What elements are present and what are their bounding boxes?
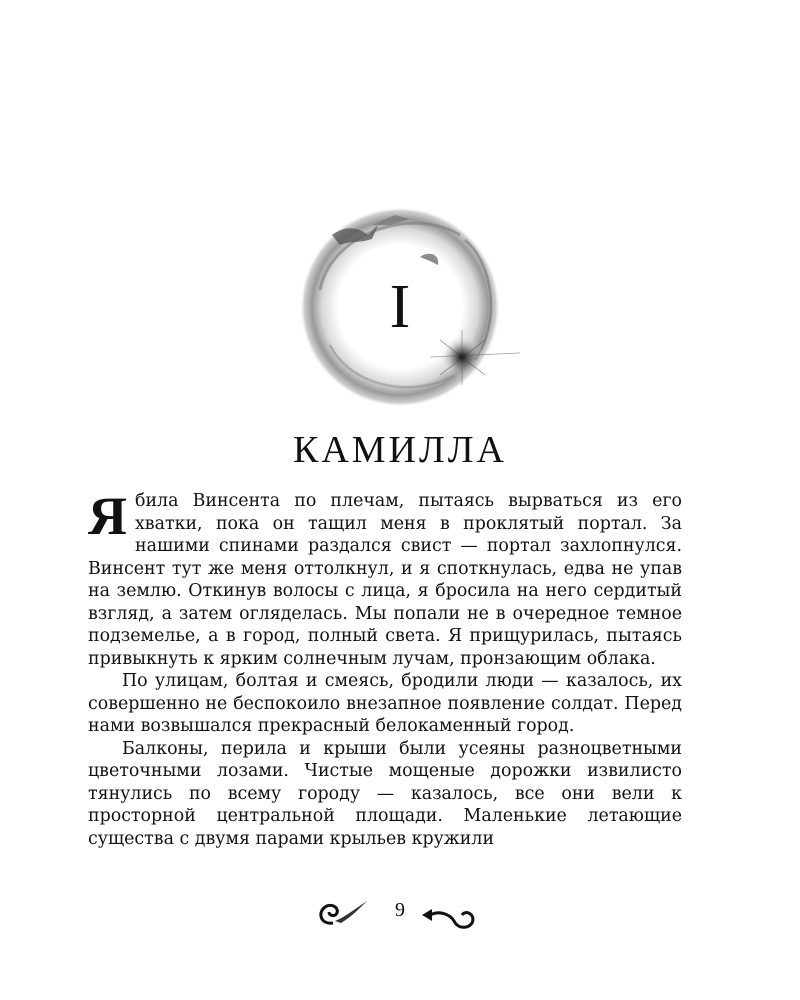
paragraph-3: Балконы, перила и крыши были усеяны разноцветными цветочными лозами. Чистые мощеные дорожки извилисто тянулись по всему городу — казалось, все они вели к просторной центральной площади. Маленькие летающие существа с двумя парами крыльев кружили: [88, 738, 682, 849]
chapter-body: [88, 486, 682, 850]
page-footer: [0, 897, 800, 937]
paragraph-1: [88, 486, 682, 670]
paragraph-text: била Винсента по плечам, пытаясь вырваться из его хватки, пока он тащил меня в проклятый портал. За нашими спинами раздался свист — портал захлопнулся. Винсент тут же меня оттолкнул, и я споткнулась, едва не упав на землю. Откинув волосы с лица, я бросила на него сердитый взгляд, а затем огляделась. Мы попали не в очередное темное подземелье, а в город, полный света. Я прищурилась, пытаясь привыкнуть к ярким солнечным лучам, пронзающим облака.: [88, 491, 682, 669]
chapter-title: КАМИЛЛА: [292, 429, 507, 471]
chapter-numeral: I: [389, 273, 411, 341]
chapter-emblem: [260, 195, 540, 415]
page-number: 9: [395, 899, 405, 921]
right-ornament-icon: [418, 897, 478, 933]
drop-cap: Я: [88, 486, 127, 546]
paragraph-2: По улицам, болтая и смеясь, бродили люди — казалось, их совершенно не беспокоило внезапное появление солдат. Перед нами возвышался прекрасный белокаменный город.: [88, 671, 682, 736]
